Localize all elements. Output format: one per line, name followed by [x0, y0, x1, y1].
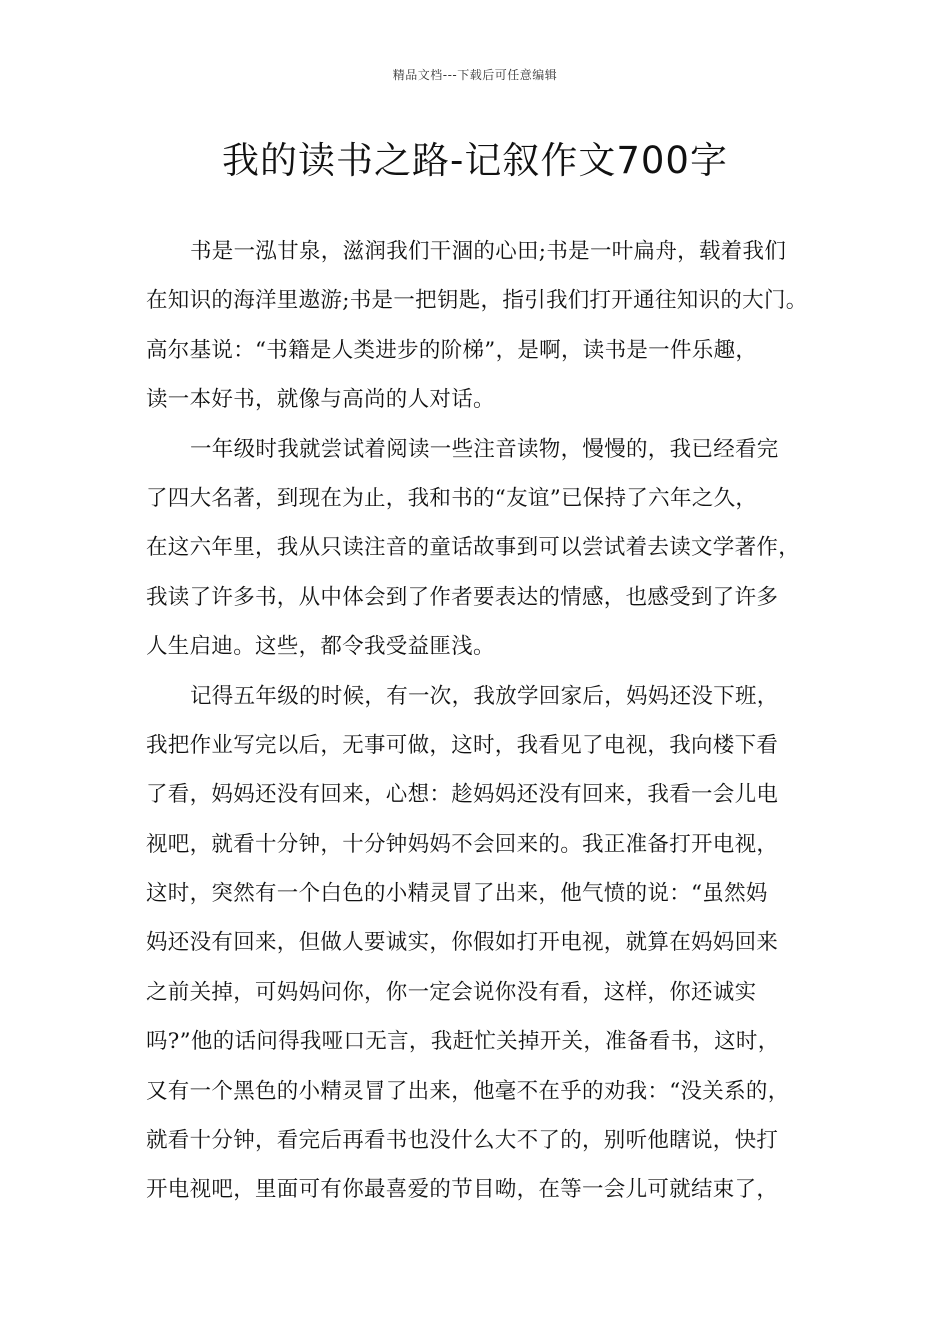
paragraph-line: 读一本好书，就像与高尚的人对话。	[146, 387, 495, 413]
paragraph-line: 开电视吧，里面可有你最喜爱的节目呦，在等一会儿可就结束了，	[146, 1177, 779, 1203]
paragraph-line: 吗?”他的话问得我哑口无言，我赶忙关掉开关，准备看书，这时，	[146, 1029, 780, 1055]
paragraph-line: 了四大名著，到现在为止，我和书的“友谊”已保持了六年之久，	[146, 485, 758, 511]
paragraph-line: 这时，突然有一个白色的小精灵冒了出来，他气愤的说：“虽然妈	[146, 881, 768, 907]
paragraph-line: 我读了许多书，从中体会到了作者要表达的情感，也感受到了许多	[146, 584, 779, 610]
paragraph-line: 视吧，就看十分钟，十分钟妈妈不会回来的。我正准备打开电视，	[146, 831, 779, 857]
paragraph-first-line: 书是一泓甘泉，滋润我们干涸的心田;书是一叶扁舟，载着我们	[190, 239, 787, 264]
paragraph-line: 就看十分钟，看完后再看书也没什么大不了的，别听他瞎说，快打	[146, 1128, 779, 1154]
paragraph-line: 高尔基说：“书籍是人类进步的阶梯”，是啊，读书是一件乐趣，	[146, 337, 758, 363]
paragraph-first-line: 记得五年级的时候，有一次，我放学回家后，妈妈还没下班，	[190, 683, 779, 709]
paragraph-line: 在知识的海洋里遨游;书是一把钥匙，指引我们打开通往知识的大门。	[146, 288, 808, 314]
paragraph-line: 又有一个黑色的小精灵冒了出来，他毫不在乎的劝我：“没关系的，	[146, 1078, 790, 1104]
paragraph-line: 妈还没有回来，但做人要诚实，你假如打开电视，就算在妈妈回来	[146, 930, 779, 956]
paragraph-line: 在这六年里，我从只读注音的童话故事到可以尝试着去读文学著作，	[146, 535, 801, 561]
paragraph-first-line: 一年级时我就尝试着阅读一些注音读物，慢慢的，我已经看完	[190, 436, 779, 462]
document-body	[146, 232, 836, 1220]
header-note: 精品文档---下载后可任意编辑	[392, 68, 558, 82]
document-title: 我的读书之路-记叙作文700字	[222, 139, 728, 182]
paragraph-line: 之前关掉，可妈妈问你，你一定会说你没有看，这样，你还诚实	[146, 979, 757, 1005]
paragraph-line: 了看，妈妈还没有回来，心想：趁妈妈还没有回来，我看一会儿电	[146, 782, 779, 808]
paragraph-line: 人生启迪。这些，都令我受益匪浅。	[146, 634, 495, 660]
paragraph-line: 我把作业写完以后，无事可做，这时，我看见了电视，我向楼下看	[146, 732, 779, 758]
